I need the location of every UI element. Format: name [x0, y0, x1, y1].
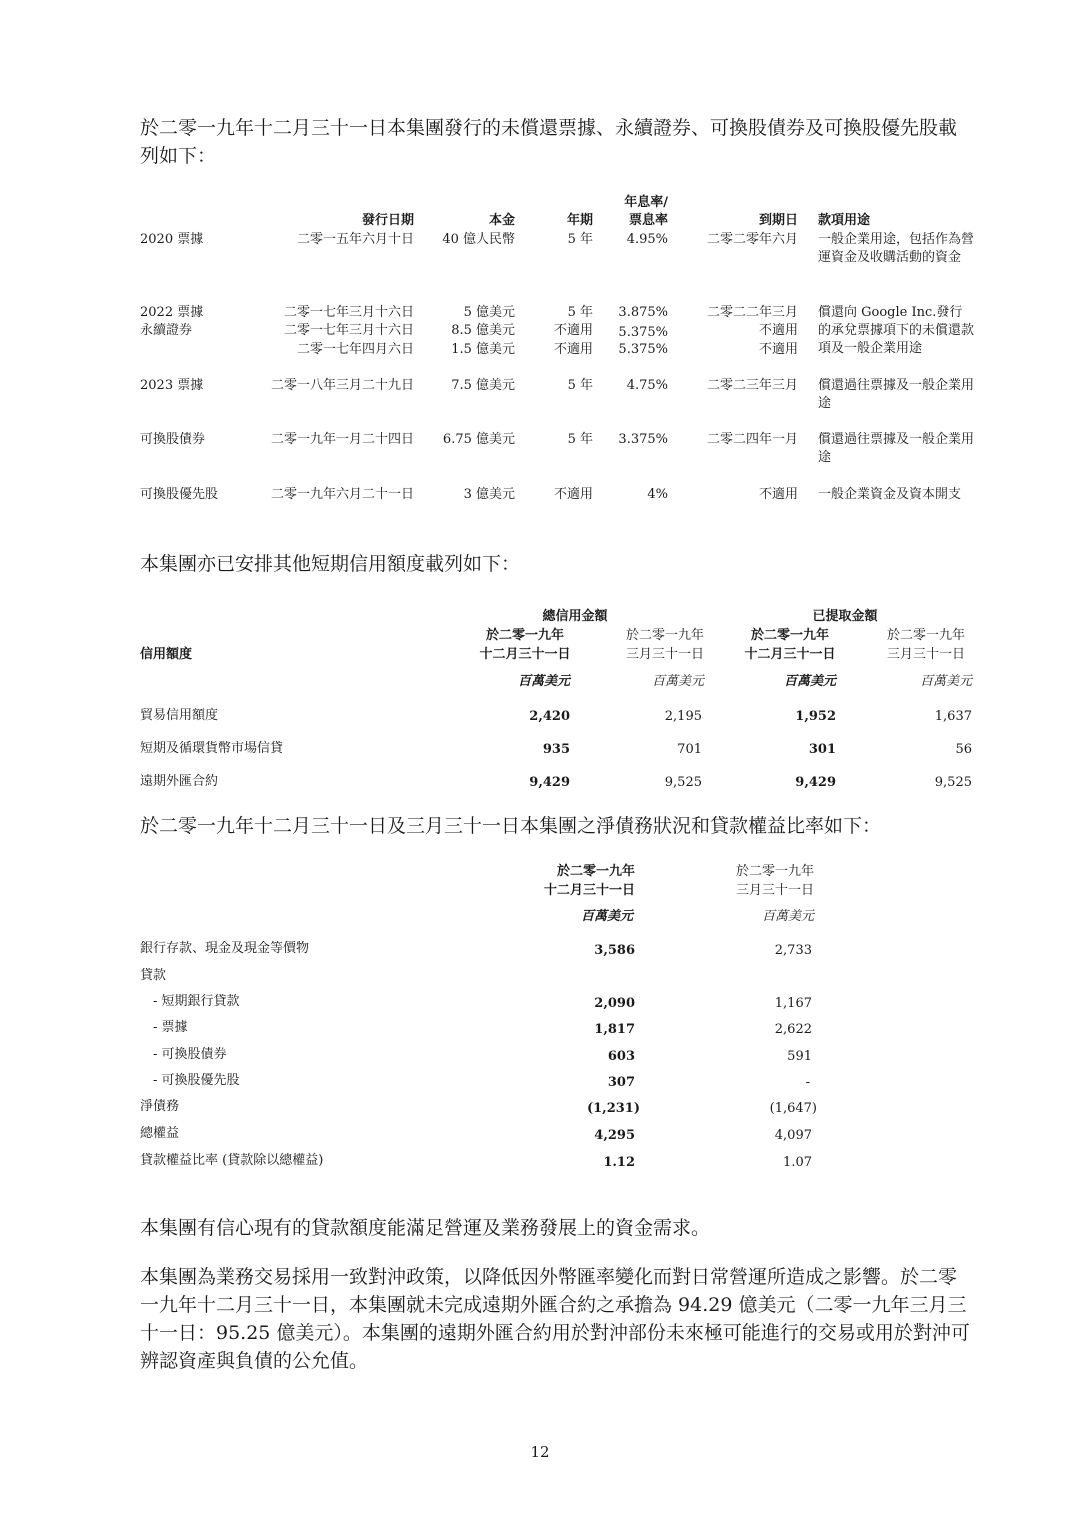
note-issue-date: 二零一七年四月六日: [296, 342, 414, 357]
debt-col2-unit: 百萬美元: [761, 909, 814, 924]
note-maturity: 二零二二年三月: [706, 305, 798, 320]
note-principal: 6.75 億美元: [442, 432, 515, 447]
note-name: 可換股優先股: [140, 487, 219, 502]
note-name: 2020 票據: [140, 232, 204, 247]
note-tenor: 5 年: [567, 432, 593, 447]
debt-v2: 4,097: [774, 1128, 812, 1143]
credit-v2: 2,195: [664, 709, 702, 724]
credit-v4: 1,637: [934, 709, 972, 724]
note-issue-date: 二零一九年一月二十四日: [270, 432, 414, 447]
notes-header-principal: 本金: [488, 213, 515, 228]
note-name: 可換股債券: [140, 432, 206, 447]
note-principal: 5 億美元: [463, 305, 515, 320]
note-rate: 3.875%: [618, 305, 668, 320]
page-number: 12: [530, 1443, 550, 1461]
debt-label: - 票據: [153, 1020, 188, 1035]
note-maturity: 不適用: [758, 487, 798, 502]
debt-col1-unit: 百萬美元: [580, 909, 633, 924]
notes-header-rate-line2: 票息率: [628, 213, 668, 228]
credit-v1: 2,420: [529, 709, 570, 724]
notes-header-use: 款項用途: [818, 213, 871, 228]
note-issue-date: 二零一八年三月二十九日: [270, 378, 414, 393]
debt-label: - 可換股債券: [153, 1047, 227, 1062]
notes-header-maturity: 到期日: [758, 213, 798, 228]
debt-v1: (1,231): [586, 1101, 640, 1116]
debt-label: - 短期銀行貸款: [153, 994, 240, 1009]
note-tenor: 5 年: [567, 232, 593, 247]
note-use: 償還過往票據及一般企業用途: [818, 432, 975, 465]
credit-v4: 56: [955, 742, 972, 757]
credit-col2-unit: 百萬美元: [651, 674, 704, 689]
credit-v2: 9,525: [664, 775, 702, 790]
debt-v2: 591: [787, 1049, 812, 1064]
debt-intro: 於二零一九年十二月三十一日及三月三十一日本集團之淨債務狀況和貸款權益比率如下：: [140, 815, 882, 837]
credit-col4-date-line2: 三月三十一日: [886, 647, 965, 662]
debt-v1: 2,090: [594, 996, 635, 1011]
debt-col1-date-line1: 於二零一九年: [556, 864, 635, 879]
credit-col3-date-line1: 於二零一九年: [750, 628, 829, 643]
credit-col3-date-line2: 十二月三十一日: [744, 647, 836, 662]
note-rate: 4.75%: [626, 378, 668, 393]
note-principal: 7.5 億美元: [451, 378, 515, 393]
note-use: 一般企業用途，包括作為營運資金及收購活動的資金: [818, 232, 975, 265]
debt-v2: 2,733: [774, 943, 812, 958]
notes-header-rate-line1: 年息率/: [624, 195, 668, 210]
note-use: 償還向 Google Inc.發行的承兌票據項下的未償還款項及一般企業用途: [818, 305, 975, 356]
hedge-paragraph: 本集團為業務交易採用一致對沖政策，以降低因外幣匯率變化而對日常營運所造成之影響。於二零一九年十二月三十一日，本集團就未完成遠期外匯合約之承擔為 94.29 億美元（二零一九年三月三十一日：95.25 億美元）。本集團的遠期外匯合約用於對沖部份未來極可能進行的交易或用於對沖可辨認資產與負債的公允值。: [140, 1266, 970, 1372]
note-rate: 3.375%: [618, 432, 668, 447]
credit-group-drawn: 已提取金額: [812, 609, 878, 624]
debt-label: 銀行存款、現金及現金等價物: [140, 941, 310, 956]
note-tenor: 不適用: [553, 487, 593, 502]
note-principal: 1.5 億美元: [451, 342, 515, 357]
credit-v1: 935: [542, 742, 570, 757]
note-maturity: 二零二四年一月: [706, 432, 798, 447]
credit-v3: 301: [808, 742, 836, 757]
note-maturity: 二零二零年六月: [706, 232, 798, 247]
debt-v1: 3,586: [594, 943, 635, 958]
credit-group-total: 總信用金額: [542, 609, 608, 624]
debt-v2: (1,647): [769, 1101, 817, 1116]
note-tenor: 不適用: [553, 342, 593, 357]
note-name: 永續證券: [140, 323, 193, 338]
credit-col1-unit: 百萬美元: [517, 674, 570, 689]
note-issue-date: 二零一五年六月十日: [296, 232, 414, 247]
credit-v4: 9,525: [934, 775, 972, 790]
credit-col4-date-line1: 於二零一九年: [886, 628, 965, 643]
credit-label: 遠期外匯合約: [140, 774, 219, 789]
credit-v2: 701: [677, 742, 702, 757]
credit-col4-unit: 百萬美元: [919, 674, 972, 689]
note-rate: 4%: [647, 487, 668, 502]
intro-paragraph: 於二零一九年十二月三十一日本集團發行的未償還票據、永續證券、可換股債券及可換股優先股載列如下：: [140, 117, 958, 167]
debt-v2: 1.07: [783, 1155, 812, 1170]
credit-v3: 9,429: [795, 775, 836, 790]
note-rate: 5.375%: [618, 325, 668, 340]
note-tenor: 不適用: [553, 323, 593, 338]
note-issue-date: 二零一九年六月二十一日: [270, 487, 414, 502]
credit-v3: 1,952: [795, 709, 836, 724]
credit-label: 貿易信用額度: [140, 708, 219, 723]
confidence-paragraph: 本集團有信心現有的貸款額度能滿足營運及業務發展上的資金需求。: [140, 1217, 711, 1239]
note-name: 2023 票據: [140, 378, 204, 393]
debt-col1-date-line2: 十二月三十一日: [543, 883, 635, 898]
note-maturity: 不適用: [758, 342, 798, 357]
note-use: 償還過往票據及一般企業用途: [818, 378, 975, 411]
debt-v2: 1,167: [774, 996, 812, 1011]
notes-header-tenor: 年期: [566, 213, 593, 228]
credit-intro: 本集團亦已安排其他短期信用額度載列如下：: [140, 553, 521, 575]
debt-v2: 2,622: [774, 1022, 812, 1037]
credit-col3-unit: 百萬美元: [783, 674, 836, 689]
credit-row-header: 信用額度: [140, 647, 193, 662]
note-issue-date: 二零一七年三月十六日: [283, 323, 414, 338]
credit-col1-date-line2: 十二月三十一日: [479, 647, 571, 662]
debt-label: 總權益: [140, 1126, 180, 1141]
note-rate: 4.95%: [626, 232, 668, 247]
note-tenor: 5 年: [567, 305, 593, 320]
note-issue-date: 二零一七年三月十六日: [283, 305, 414, 320]
debt-v1: 1.12: [603, 1155, 635, 1170]
debt-label: 淨債務: [140, 1099, 180, 1114]
debt-v1: 307: [607, 1075, 635, 1090]
debt-v2: -: [805, 1075, 810, 1090]
debt-v1: 4,295: [594, 1128, 635, 1143]
credit-col1-date-line1: 於二零一九年: [485, 628, 564, 643]
notes-header-issue-date: 發行日期: [361, 213, 414, 228]
debt-v1: 603: [607, 1049, 635, 1064]
credit-v1: 9,429: [529, 775, 570, 790]
note-rate: 5.375%: [618, 342, 668, 357]
note-maturity: 不適用: [758, 323, 798, 338]
note-use: 一般企業資金及資本開支: [818, 487, 962, 502]
credit-col2-date-line2: 三月三十一日: [625, 647, 704, 662]
note-maturity: 二零二三年三月: [706, 378, 798, 393]
note-principal: 3 億美元: [463, 487, 515, 502]
credit-col2-date-line1: 於二零一九年: [625, 628, 704, 643]
debt-label: 貸款: [140, 968, 167, 983]
debt-v1: 1,817: [594, 1022, 635, 1037]
debt-col2-date-line1: 於二零一九年: [735, 864, 814, 879]
debt-label: 貸款權益比率 (貸款除以總權益): [140, 1153, 324, 1168]
debt-label: - 可換股優先股: [153, 1073, 240, 1088]
note-principal: 40 億人民幣: [442, 232, 515, 247]
note-principal: 8.5 億美元: [451, 323, 515, 338]
note-tenor: 5 年: [567, 378, 593, 393]
credit-label: 短期及循環貨幣市場信貸: [140, 741, 284, 756]
debt-col2-date-line2: 三月三十一日: [735, 883, 814, 898]
note-name: 2022 票據: [140, 305, 204, 320]
